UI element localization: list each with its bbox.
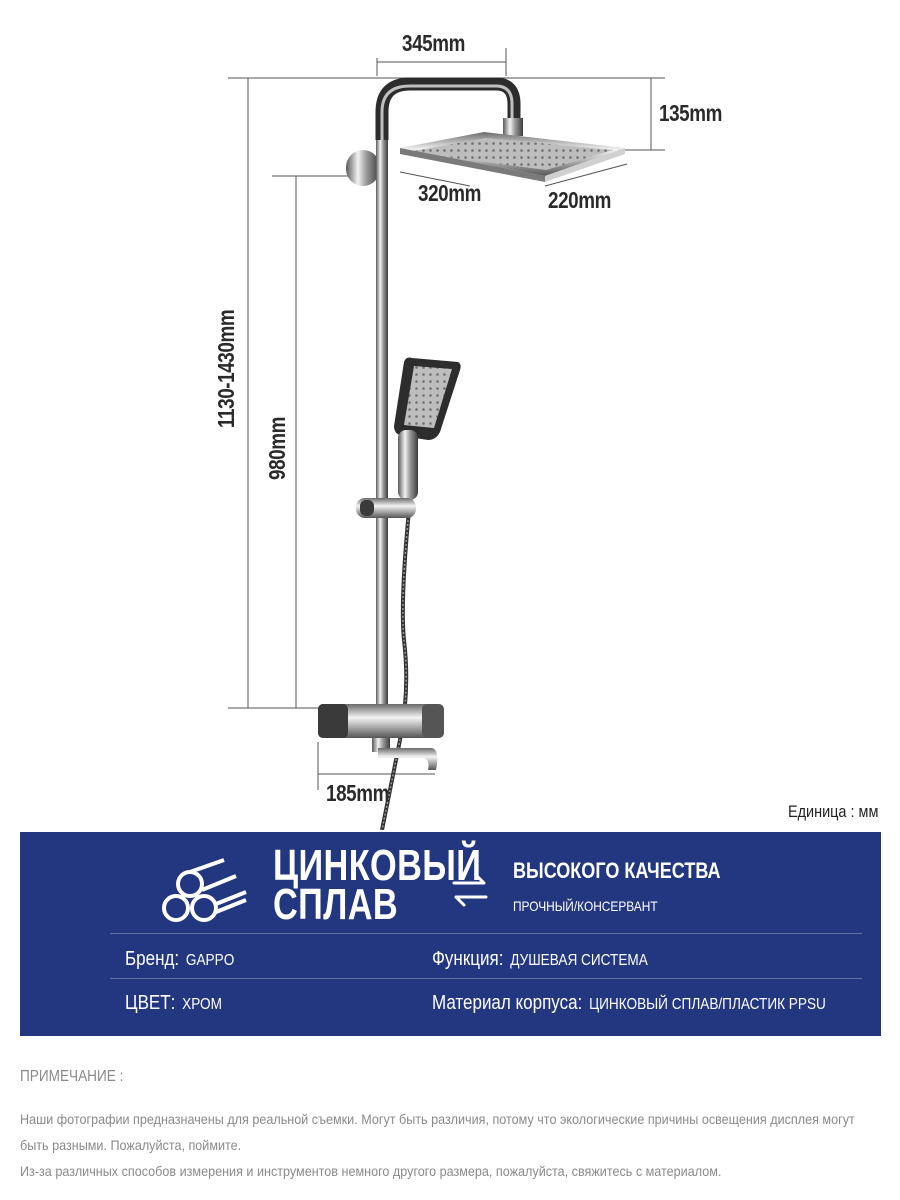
banner-divider-1 xyxy=(110,933,862,934)
spec-color xyxy=(125,992,222,1015)
dim-top-width: 345mm xyxy=(402,30,465,56)
dim-total-height: 1130-1430mm xyxy=(213,309,239,428)
thermostatic-mixer xyxy=(318,704,444,770)
shower-arm xyxy=(382,84,514,140)
pipes-icon xyxy=(160,854,252,926)
spec-body-material xyxy=(432,992,826,1015)
note-title: ПРИМЕЧАНИЕ : xyxy=(20,1068,124,1085)
dim-head-length: 320mm xyxy=(418,180,481,206)
material-line1: ЦИНКОВЫЙ xyxy=(273,841,482,890)
brand-value: GAPPO xyxy=(185,952,235,969)
brand-label: Бренд: xyxy=(125,948,180,970)
riser-pipe xyxy=(376,112,388,712)
body-label: Материал корпуса: xyxy=(432,992,583,1014)
wall-bracket xyxy=(346,150,380,186)
color-value: ХРОМ xyxy=(182,996,222,1013)
dim-head-height: 135mm xyxy=(659,100,722,126)
hand-shower xyxy=(394,358,461,501)
swap-arrows-icon xyxy=(450,872,490,908)
spec-banner xyxy=(20,832,881,1036)
spec-brand xyxy=(125,948,234,971)
color-label: ЦВЕТ: xyxy=(125,992,176,1014)
dim-head-width: 220mm xyxy=(548,187,611,213)
quality-subtitle: ПРОЧНЫЙ/КОНСЕРВАНТ xyxy=(513,898,658,914)
note-line-2: быть разными. Пожалуйста, поймите. xyxy=(20,1137,242,1153)
quality-title: ВЫСОКОГО КАЧЕСТВА xyxy=(513,858,721,883)
unit-note: Единица : мм xyxy=(787,802,878,821)
material-line2: СПЛАВ xyxy=(273,880,399,929)
function-value: ДУШЕВАЯ СИСТЕМА xyxy=(510,952,648,969)
banner-divider-2 xyxy=(110,978,862,979)
body-value: ЦИНКОВЫЙ СПЛАВ/ПЛАСТИК PPSU xyxy=(589,996,826,1013)
dim-spout-length: 185mm xyxy=(326,780,389,806)
spec-function xyxy=(432,948,648,971)
note-line-1: Наши фотографии предназначены для реальной съемки. Могут быть различия, потому что экологические причины освещения дисплея могут xyxy=(20,1111,855,1127)
dim-rail-height: 980mm xyxy=(264,417,290,480)
function-label: Функция: xyxy=(432,948,504,970)
note-line-3: Из-за различных способов измерения и инструментов немного другого размера, пожалуйста, свяжитесь с материалом. xyxy=(20,1163,722,1179)
